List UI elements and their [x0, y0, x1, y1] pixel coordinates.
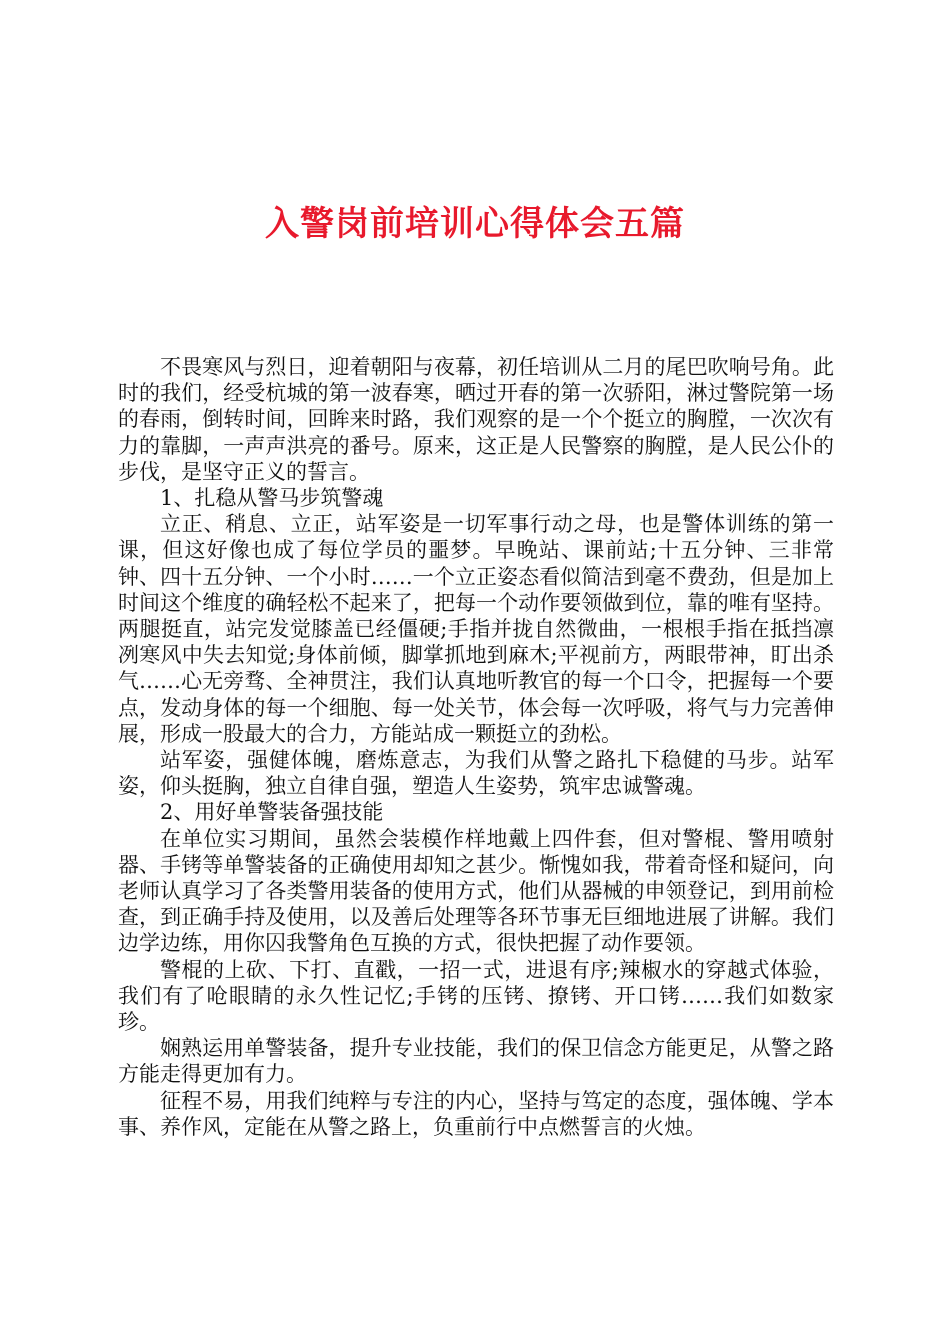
paragraph-intro: 不畏寒风与烈日，迎着朝阳与夜幕，初任培训从二月的尾巴吹响号角。此时的我们，经受杭城的第一波春寒，晒过开春的第一次骄阳，淋过警院第一场的春雨，倒转时间，回眸来时路，我们观察的是一个个挺立的胸膛，一次次有力的靠脚，一声声洪亮的番号。原来，这正是人民警察的胸膛，是人民公仆的步伐，是坚守正义的誓言。 [118, 355, 834, 484]
document-title: 入警岗前培训心得体会五篇 [265, 204, 685, 244]
paragraph-equipment: 在单位实习期间，虽然会装模作样地戴上四件套，但对警棍、警用喷射器、手铐等单警装备的正确使用却知之甚少。惭愧如我，带着奇怪和疑问，向老师认真学习了各类警用装备的使用方式，他们从器械的申领登记，到用前检查，到正确手持及使用，以及善后处理等各环节事无巨细地进展了讲解。我们边学边练，用你囚我警角色互换的方式，很快把握了动作要领。 [118, 826, 834, 956]
paragraph-conclusion: 征程不易，用我们纯粹与专注的内心，坚持与笃定的态度，强体魄、学本事、养作风，定能在从警之路上，负重前行中点燃誓言的火烛。 [118, 1088, 834, 1139]
document-body [118, 354, 834, 1140]
paragraph-equipment-summary: 娴熟运用单警装备，提升专业技能，我们的保卫信念方能更足，从警之路方能走得更加有力。 [118, 1036, 834, 1087]
section-heading-2: 2、用好单警装备强技能 [160, 800, 384, 825]
section-heading-1: 1、扎稳从警马步筑警魂 [160, 486, 384, 511]
paragraph-baton: 警棍的上砍、下打、直戳，一招一式，进退有序;辣椒水的穿越式体验，我们有了呛眼睛的永久性记忆;手铐的压铐、撩铐、开口铐……我们如数家珍。 [118, 957, 834, 1035]
paragraph-standing-posture: 立正、稍息、立正，站军姿是一切军事行动之母，也是警体训练的第一课，但这好像也成了每位学员的噩梦。早晚站、课前站;十五分钟、三非常钟、四十五分钟、一个小时……一个立正姿态看似简洁到毫不费劲，但是加上时间这个维度的确轻松不起来了，把每一个动作要领做到位，靠的唯有坚持。两腿挺直，站完发觉膝盖已经僵硬;手指并拢自然微曲，一根根手指在抵挡凛冽寒风中失去知觉;身体前倾，脚掌抓地到麻木;平视前方，两眼带神，盯出杀气……心无旁骛、全神贯注，我们认真地听教官的每一个口令，把握每一个要点，发动身体的每一个细胞、每一处关节，体会每一次呼吸，将气与力完善伸展，形成一股最大的合力，方能站成一颗挺立的劲松。 [118, 512, 834, 746]
paragraph-standing-summary: 站军姿，强健体魄，磨炼意志，为我们从警之路扎下稳健的马步。站军姿，仰头挺胸，独立自律自强，塑造人生姿势，筑牢忠诚警魂。 [118, 748, 834, 799]
